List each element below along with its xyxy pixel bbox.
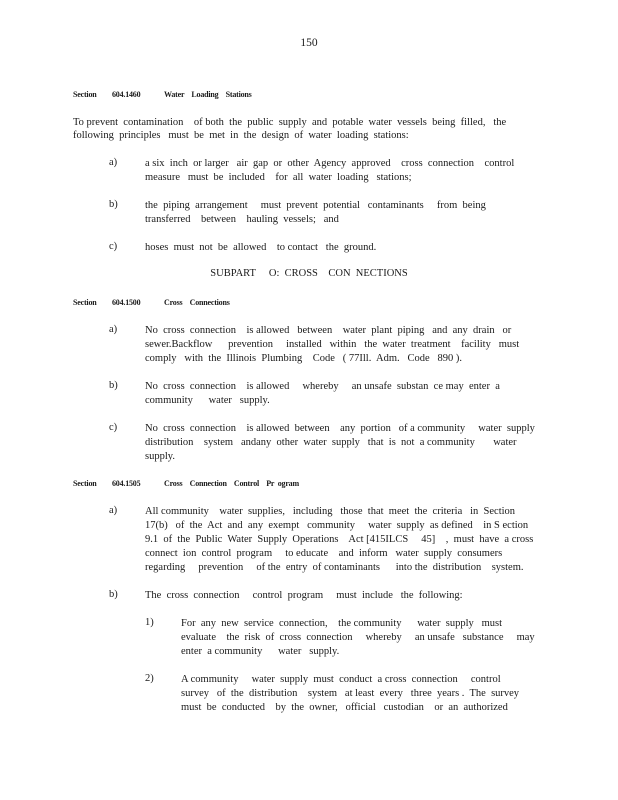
item-line: All community water supplies, including those that meet the criteria in Section xyxy=(145,506,516,517)
item-marker: a) xyxy=(109,157,118,168)
item-line: transferred between hauling vessels; and xyxy=(145,214,339,225)
section-title: Water Loading Stations xyxy=(164,90,252,99)
subitem-line: evaluate the risk of cross connection whereby an unsafe substance may xyxy=(181,632,535,643)
item-line: comply with the Illinois Plumbing Code ( 77Ill. Adm. Code 890 ). xyxy=(145,353,463,364)
item-marker: a) xyxy=(109,324,118,335)
subitem-line: enter a community water supply. xyxy=(181,646,340,657)
subitem-line: A community water supply must conduct a cross connection control xyxy=(181,674,501,685)
item-marker: c) xyxy=(109,241,118,252)
item-marker: b) xyxy=(109,589,118,600)
section-label: Section xyxy=(73,90,97,99)
subitem-line: survey of the distribution system at least every three years . The survey xyxy=(181,688,520,699)
item-line: The cross connection control program must include the following: xyxy=(145,590,463,601)
item-line: No cross connection is allowed between water plant piping and any drain or xyxy=(145,325,512,336)
item-line: community water supply. xyxy=(145,395,270,406)
item-line: No cross connection is allowed between any portion of a community water supply xyxy=(145,423,535,434)
section-number: 604.1500 xyxy=(112,298,141,307)
intro-line: To prevent contamination of both the public supply and potable water vessels being filled, the xyxy=(73,117,507,128)
item-marker: b) xyxy=(109,380,118,391)
item-line: regarding prevention of the entry of contaminants into the distribution system. xyxy=(145,562,524,573)
section-label: Section xyxy=(73,479,97,488)
item-marker: a) xyxy=(109,505,118,516)
item-line: a six inch or larger air gap or other Agency approved cross connection control xyxy=(145,158,515,169)
item-line: sewer.Backflow prevention installed within the water treatment facility must xyxy=(145,339,520,350)
item-line: No cross connection is allowed whereby an unsafe substan ce may enter a xyxy=(145,381,500,392)
section-title: Cross Connections xyxy=(164,298,230,307)
section-title: Cross Connection Control Pr ogram xyxy=(164,479,299,488)
item-line: supply. xyxy=(145,451,175,462)
subitem-line: must be conducted by the owner, official custodian or an authorized xyxy=(181,702,508,713)
subitem-marker: 1) xyxy=(145,617,154,628)
page-number: 150 xyxy=(300,37,318,49)
subitem-marker: 2) xyxy=(145,673,154,684)
item-line: measure must be included for all water loading stations; xyxy=(145,172,412,183)
item-line: 9.1 of the Public Water Supply Operations Act [415ILCS 45] , must have a cross xyxy=(145,534,534,545)
item-line: connect ion control program to educate and inform water supply consumers xyxy=(145,548,503,559)
item-line: hoses must not be allowed to contact the ground. xyxy=(145,242,377,253)
subitem-line: For any new service connection, the community water supply must xyxy=(181,618,503,629)
item-line: the piping arrangement must prevent potential contaminants from being xyxy=(145,200,486,211)
section-number: 604.1505 xyxy=(112,479,141,488)
intro-line: following principles must be met in the design of water loading stations: xyxy=(73,130,409,141)
item-marker: b) xyxy=(109,199,118,210)
section-number: 604.1460 xyxy=(112,90,141,99)
subpart-heading: SUBPART O: CROSS CON NECTIONS xyxy=(210,268,408,279)
item-line: distribution system andany other water supply that is not a community water xyxy=(145,437,517,448)
section-label: Section xyxy=(73,298,97,307)
item-line: 17(b) of the Act and any exempt community water supply as defined in S ection xyxy=(145,520,529,531)
item-marker: c) xyxy=(109,422,118,433)
